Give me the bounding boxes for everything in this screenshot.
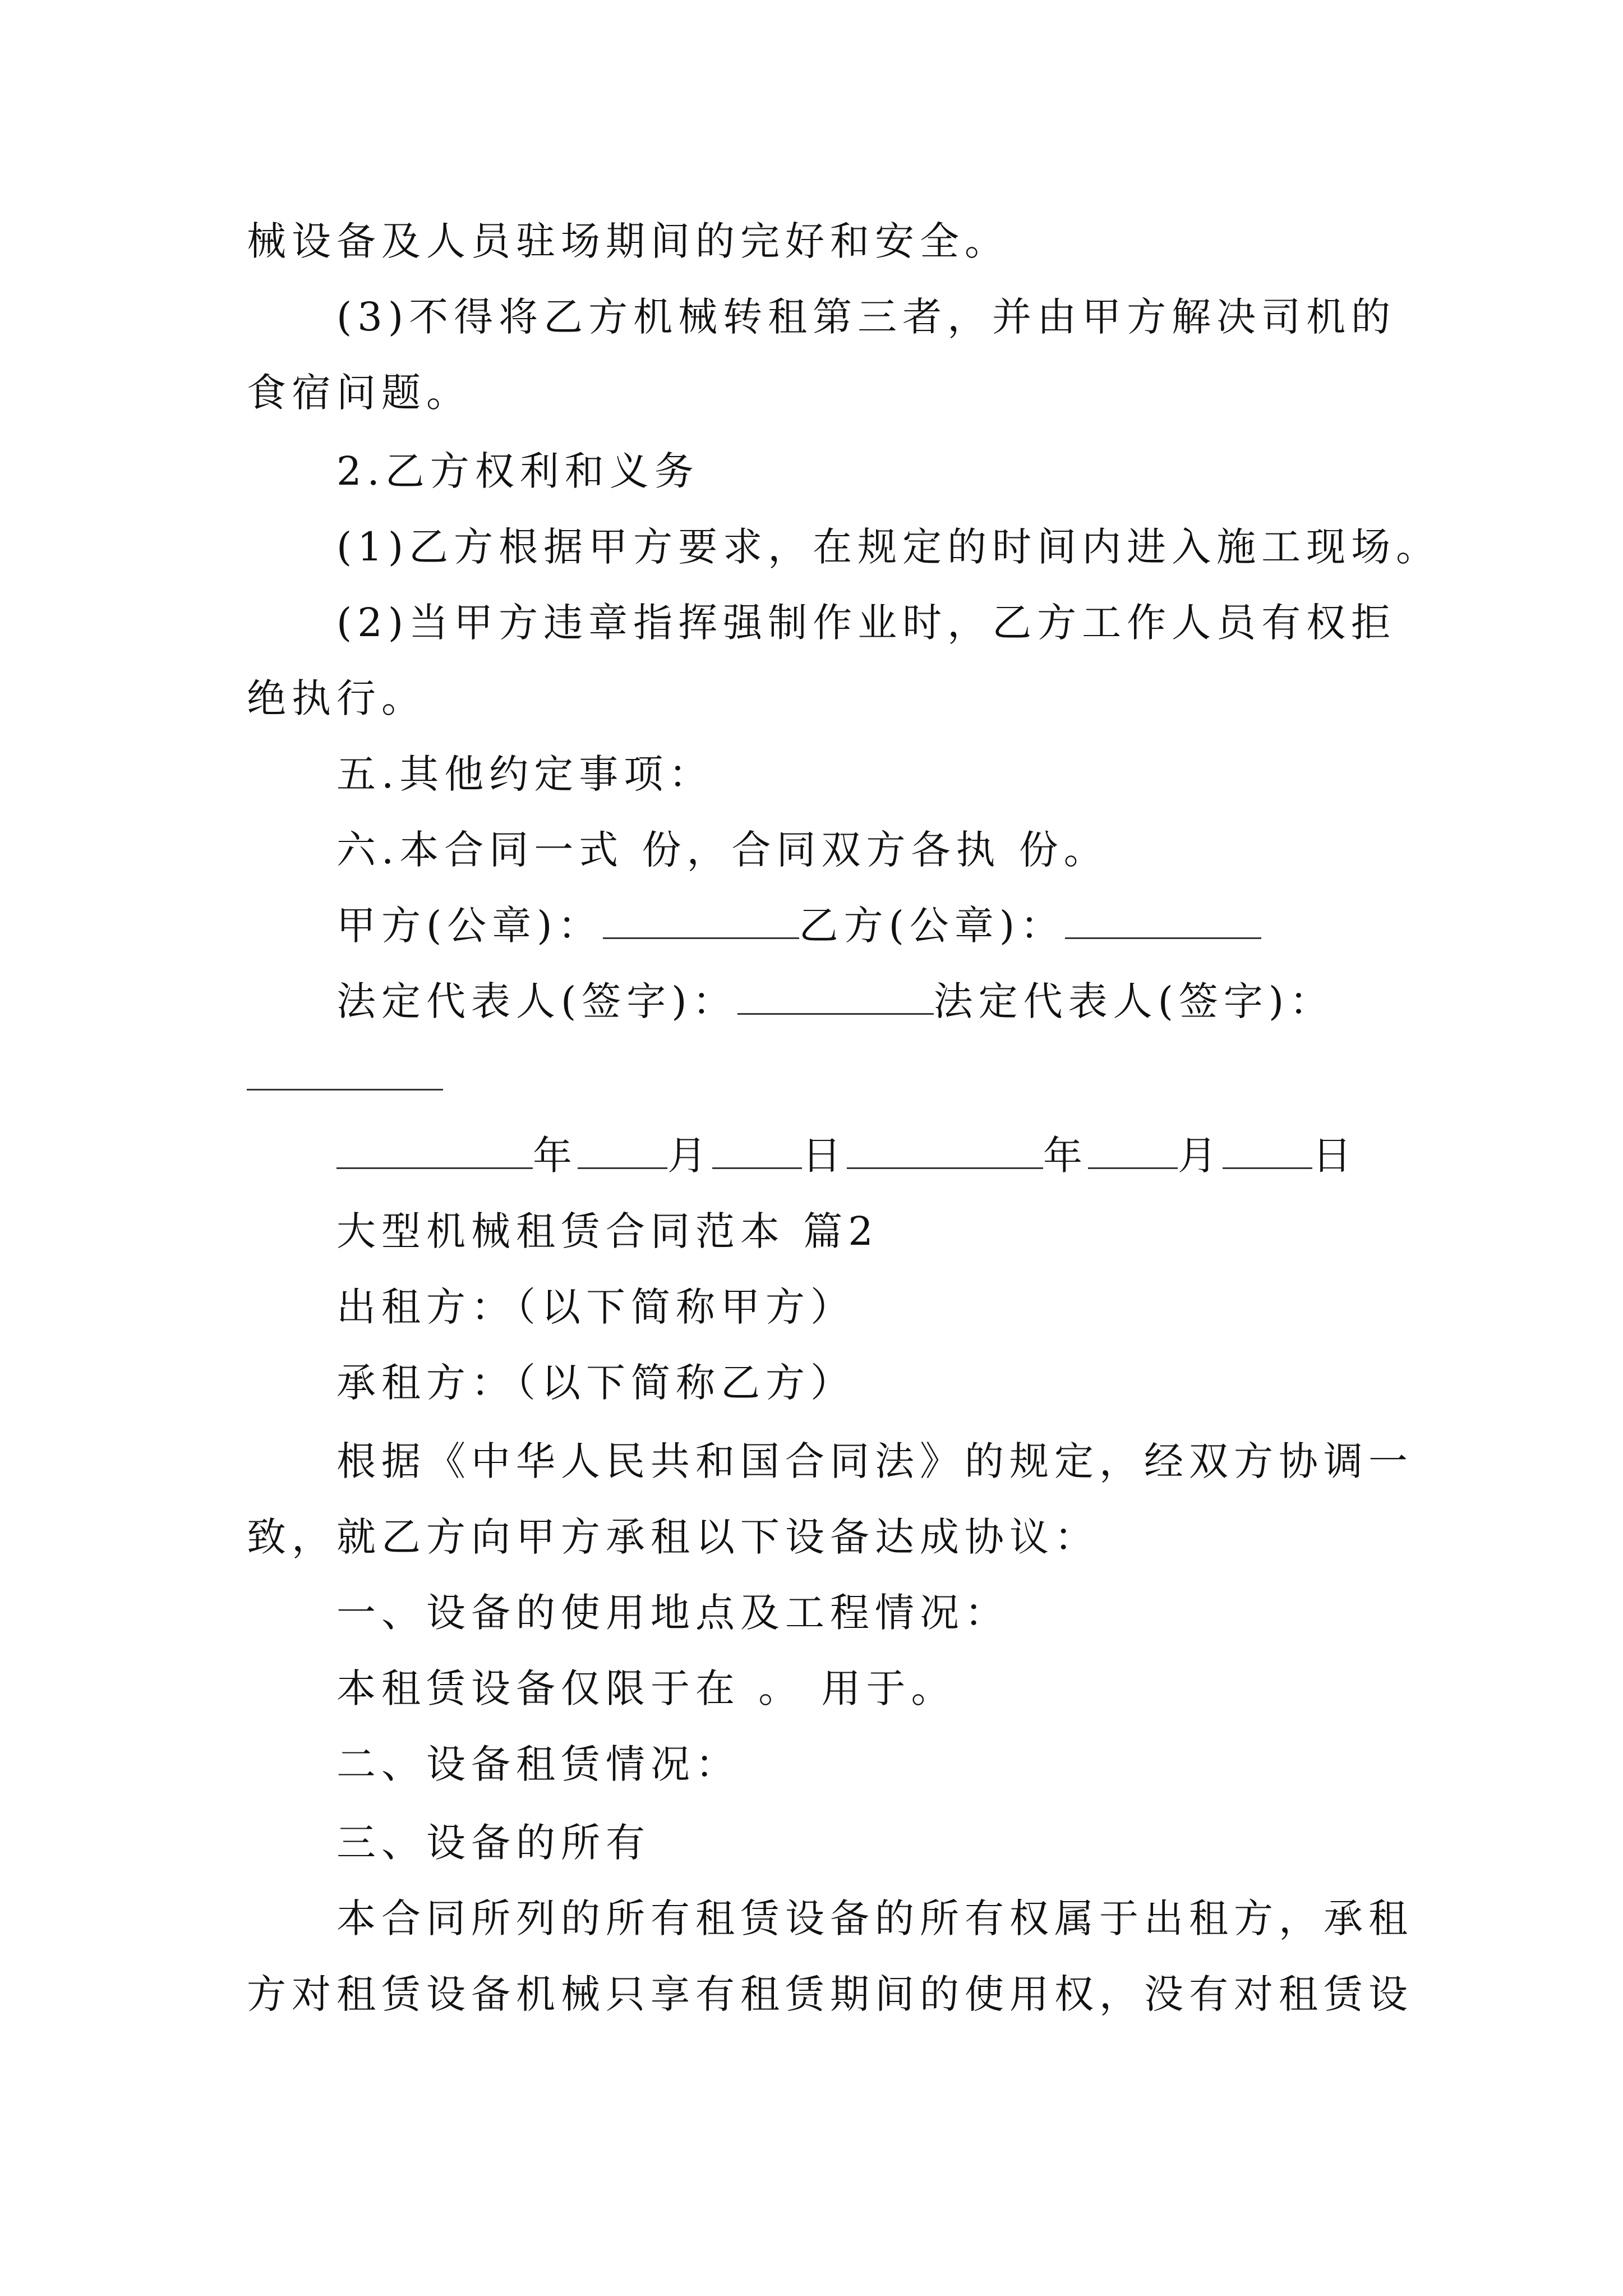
rep-a-label: 法定代表人(签字)： xyxy=(336,978,737,1024)
rep-b-blank xyxy=(247,1054,443,1091)
month-b-blank xyxy=(1088,1133,1178,1169)
day-a-blank xyxy=(712,1133,802,1169)
month-a-blank xyxy=(578,1133,667,1169)
section-heading: 2.乙方权利和义务 xyxy=(336,448,699,494)
party-a-seal-blank xyxy=(603,903,799,939)
day-a-label: 日 xyxy=(802,1133,847,1179)
rep-a-blank xyxy=(737,978,934,1015)
section-heading: 一、设备的使用地点及工程情况： xyxy=(336,1590,1009,1636)
month-a-label: 月 xyxy=(667,1133,712,1179)
year-a-blank xyxy=(336,1133,533,1169)
month-b-label: 月 xyxy=(1178,1133,1223,1179)
rep-b-blank-line xyxy=(247,1052,443,1102)
day-b-label: 日 xyxy=(1312,1133,1357,1179)
paragraph-line: 绝执行。 xyxy=(247,675,426,721)
date-line xyxy=(336,1130,1357,1181)
paragraph-line: (2)当甲方违章指挥强制作业时，乙方工作人员有权拒 xyxy=(336,600,1396,646)
section-heading: 五.其他约定事项： xyxy=(336,751,714,797)
paragraph-line: 械设备及人员驻场期间的完好和安全。 xyxy=(247,218,1009,264)
paragraph-line: 根据《中华人民共和国合同法》的规定，经双方协调一 xyxy=(336,1438,1413,1484)
section-heading: 二、设备租赁情况： xyxy=(336,1741,740,1787)
year-a-label: 年 xyxy=(533,1133,578,1179)
day-b-blank xyxy=(1223,1133,1312,1169)
paragraph-line: 本租赁设备仅限于在 。 用于。 xyxy=(336,1665,956,1711)
year-b-label: 年 xyxy=(1043,1133,1088,1179)
party-b-seal-label: 乙方(公章)： xyxy=(799,903,1066,949)
year-b-blank xyxy=(847,1133,1043,1169)
paragraph-line: 六.本合同一式 份，合同双方各执 份。 xyxy=(336,827,1109,873)
rep-b-label: 法定代表人(签字)： xyxy=(933,978,1335,1024)
lessor-line: 出租方：（以下简称甲方） xyxy=(336,1284,855,1330)
section-heading: 三、设备的所有 xyxy=(336,1820,651,1866)
party-a-seal-label: 甲方(公章)： xyxy=(336,903,603,949)
section-title: 大型机械租赁合同范本 篇2 xyxy=(336,1208,879,1254)
paragraph-line: (1)乙方根据甲方要求，在规定的时间内进入施工现场。 xyxy=(336,524,1441,570)
paragraph-line: 食宿问题。 xyxy=(247,370,471,416)
representative-line xyxy=(336,976,1334,1027)
paragraph-line: 方对租赁设备机械只享有租赁期间的使用权，没有对租赁设 xyxy=(247,1971,1413,2017)
lessee-line: 承租方：（以下简称乙方） xyxy=(336,1360,855,1406)
paragraph-line: 本合同所列的所有租赁设备的所有权属于出租方，承租 xyxy=(336,1895,1413,1941)
party-b-seal-blank xyxy=(1065,903,1261,939)
paragraph-line: 致，就乙方向甲方承租以下设备达成协议： xyxy=(247,1514,1099,1560)
paragraph-line: (3)不得将乙方机械转租第三者，并由甲方解决司机的 xyxy=(336,294,1396,340)
seal-line xyxy=(336,900,1261,951)
